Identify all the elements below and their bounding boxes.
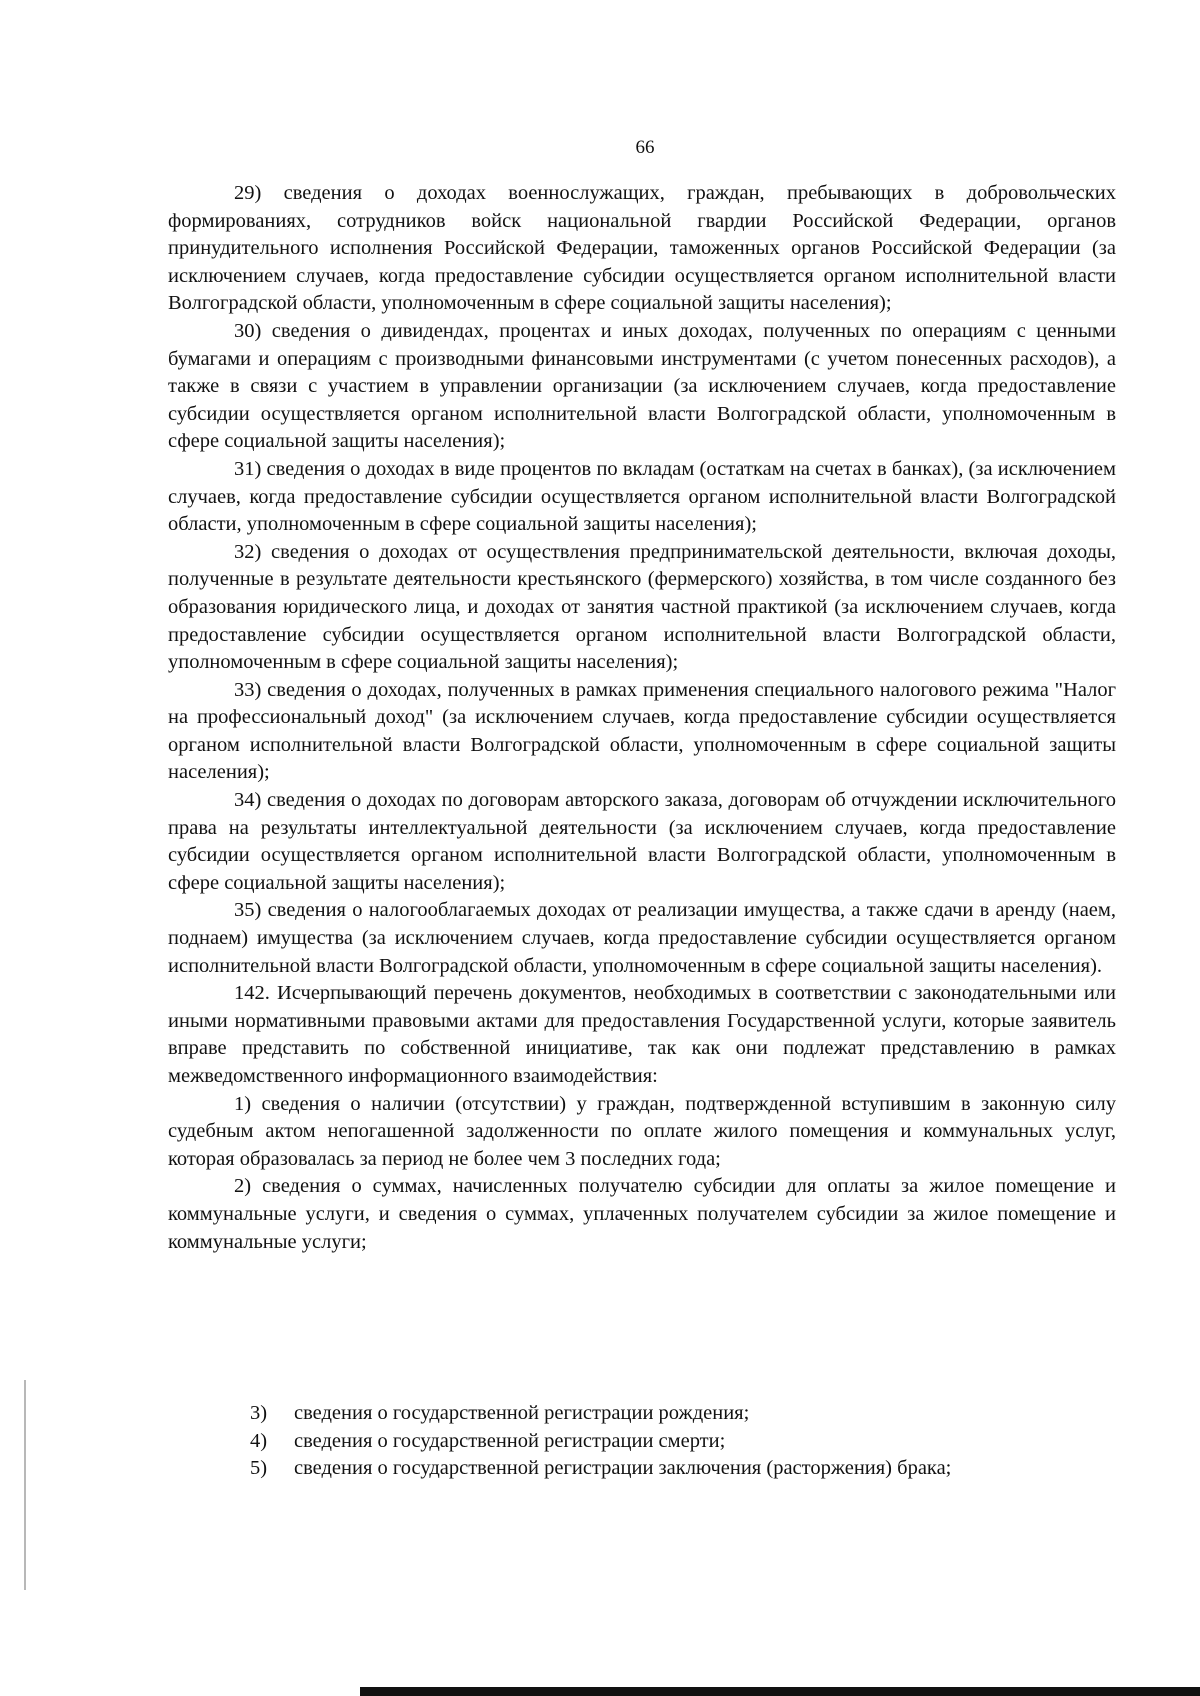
document-body [168, 180, 1116, 1256]
paragraph-142-item-2: 2) сведения о суммах, начисленных получателю субсидии для оплаты за жилое помещение и коммунальные услуги, и сведения о суммах, уплаченных получателем субсидии за жилое помещение и коммунальные услуги; [168, 1175, 1116, 1253]
list-item-text: сведения о государственной регистрации смерти; [294, 1429, 726, 1452]
scan-edge-line [24, 1380, 26, 1590]
short-list [250, 1400, 1110, 1483]
paragraph-35: 35) сведения о налогооблагаемых доходах от реализации имущества, а также сдачи в аренду (наем, поднаем) имущества (за исключением случаев, когда предоставление субсидии осуществляется органом исполнительной власти Волгоградской области, уполномоченным в сфере социальной защиты населения). [168, 899, 1116, 977]
paragraph-32: 32) сведения о доходах от осуществления предпринимательской деятельности, включая доходы, полученные в результате деятельности крестьянского (фермерского) хозяйства, в том числе созданного без образования юридического лица, и доходах от занятия частной практикой (за исключением случаев, когда предоставление субсидии осуществляется органом исполнительной власти Волгоградской области, уполномоченным в сфере социальной защиты населения); [168, 540, 1116, 674]
list-item-number: 5) [250, 1457, 268, 1480]
list-item-number: 3) [250, 1402, 268, 1424]
paragraph-29: 29) сведения о доходах военнослужащих, граждан, пребывающих в добровольческих формированиях, сотрудников войск национальной гвардии Российской Федерации, органов принудительного исполнения Российской Федерации, таможенных органов Российской Федерации (за исключением случаев, когда предоставление субсидии осуществляется органом исполнительной власти Волгоградской области, уполномоченным в сфере социальной защиты населения); [168, 182, 1116, 315]
paragraph-142-item-1: 1) сведения о наличии (отсутствии) у граждан, подтвержденной вступившим в законную силу судебным актом непогашенной задолженности по оплате жилого помещения и коммунальных услуг, которая образовалась за период не более чем 3 последних года; [168, 1092, 1116, 1170]
paragraph-30: 30) сведения о дивидендах, процентах и иных доходах, полученных по операциям с ценными бумагами и операциям с производными финансовыми инструментами (с учетом понесенных расходов), а также в связи с участием в управлении организации (за исключением случаев, когда предоставление субсидии осуществляется органом исполнительной власти Волгоградской области, уполномоченным в сфере социальной защиты населения); [168, 319, 1116, 453]
paragraph-33: 33) сведения о доходах, полученных в рамках применения специального налогового режима "Налог на профессиональный доход" (за исключением случаев, когда предоставление субсидии осуществляется органом исполнительной власти Волгоградской области, уполномоченным в сфере социальной защиты населения); [168, 678, 1116, 784]
list-item-number: 4) [250, 1429, 268, 1452]
paragraph-34: 34) сведения о доходах по договорам авторского заказа, договорам об отчуждении исключительного права на результаты интеллектуальной деятельности (за исключением случаев, когда предоставление субсидии осуществляется органом исполнительной власти Волгоградской области, уполномоченным в сфере социальной защиты населения); [168, 789, 1116, 894]
list-item-text: сведения о государственной регистрации заключения (расторжения) брака; [294, 1457, 952, 1480]
page-number: 66 [635, 137, 655, 158]
scan-bottom-border [360, 1687, 1200, 1696]
list-item [250, 1455, 1110, 1483]
list-item-text: сведения о государственной регистрации рождения; [294, 1402, 750, 1424]
paragraph-31: 31) сведения о доходах в виде процентов по вкладам (остаткам на счетах в банках), (за исключением случаев, когда предоставление субсидии осуществляется органом исполнительной власти Волгоградской области, уполномоченным в сфере социальной защиты населения); [168, 457, 1116, 536]
list-item [250, 1400, 1110, 1428]
paragraph-142: 142. Исчерпывающий перечень документов, необходимых в соответствии с законодательными или иными нормативными правовыми актами для предоставления Государственной услуги, которые заявитель вправе представить по собственной инициативе, так как они подлежат представлению в рамках межведомственного информационного взаимодействия: [168, 982, 1116, 1087]
list-item [250, 1428, 1110, 1456]
